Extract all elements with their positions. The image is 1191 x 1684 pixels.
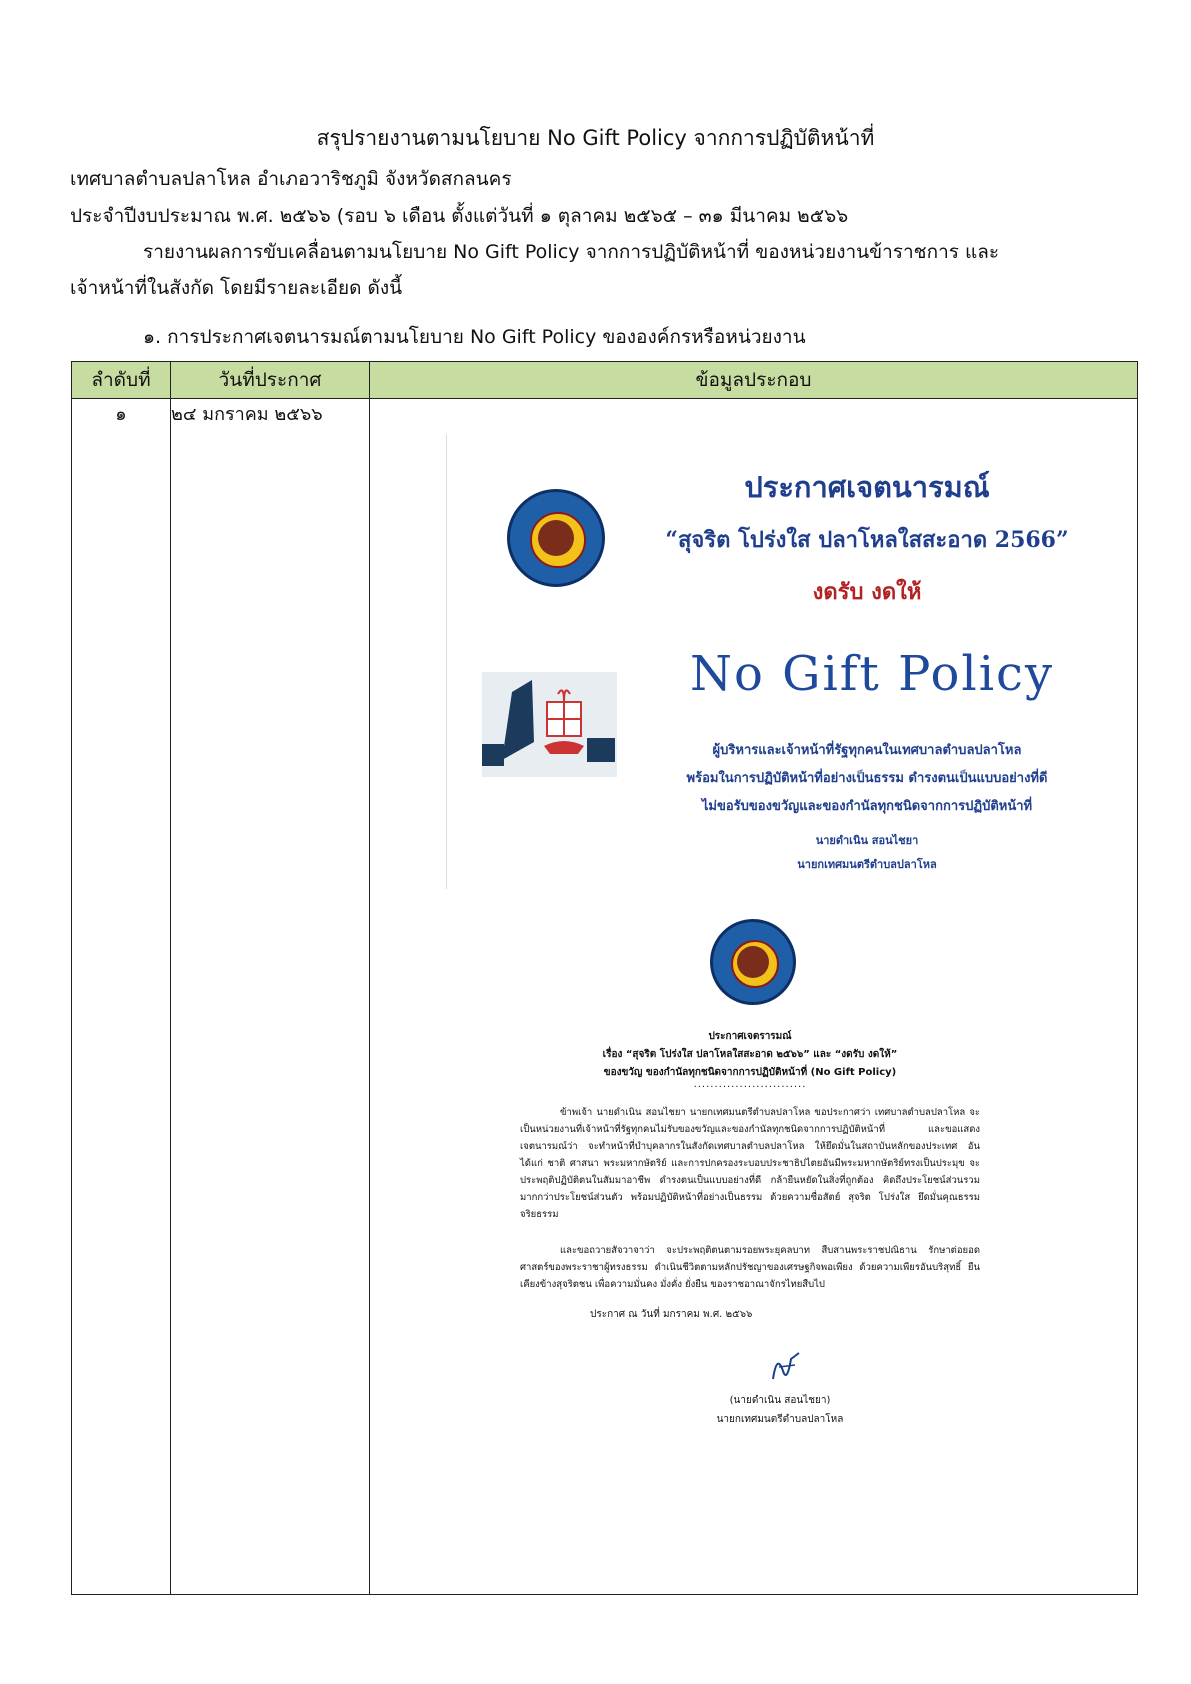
declaration-paragraph-1: ข้าพเจ้า นายดำเนิน สอนไชยา นายกเทศมนตรีตำบลปลาโหล ขอประกาศว่า เทศบาลตำบลปลาโหล จะเป็นหน่วยงานที่เจ้าหน้าที่รัฐทุกคนไม่รับของขวัญและของกำนัลทุกชนิดจากการปฏิบัติหน้าที่ และขอแสดงเจตนารมณ์ว่า จะทำหน้าที่บำบุคลากรในสังกัดเทศบาลตำบลปลาโหล ให้ยึดมั่นในสถาบันหลักของประเทศ อันได้แก่ ชาติ ศาสนา พระมหากษัตริย์ และการปกครองระบอบประชาธิปไตยอันมีพระมหากษัตริย์ทรงเป็นประมุข จะประพฤติปฏิบัติตนในสัมมาอาชีพ ดำรงตนเป็นแบบอย่างที่ดี กล้ายืนหยัดในสิ่งที่ถูกต้อง คิดถึงประโยชน์ส่วนรวมมากกว่าประโยชน์ส่วนตัว พร้อมปฏิบัติหน้าที่อย่างเป็นธรรม ด้วยความซื่อสัตย์ สุจริต โปร่งใส ยึดมั่นคุณธรรม จริยธรรม: [520, 1107, 980, 1220]
row-details: [370, 399, 1138, 1595]
poster-title: ประกาศเจตนารมณ์: [744, 470, 990, 504]
gift-refusal-illustration-icon: [482, 672, 617, 777]
poster-signer-title: นายกเทศมนตรีตำบลปลาโหล: [797, 858, 937, 871]
declaration-subject-1: เรื่อง “สุจริต โปร่งใส ปลาโหลใสสะอาด ๒๕๖๖” และ “งดรับ งดให้”: [602, 1049, 898, 1060]
poster-body-line-1: ผู้บริหารและเจ้าหน้าที่รัฐทุกคนในเทศบาลตำบลปลาโหล: [712, 743, 1022, 758]
poster-policy-name: No Gift Policy: [689, 646, 1055, 702]
section-heading-1: ๑. การประกาศเจตนารมณ์ตามนโยบาย No Gift Policy ขององค์กรหรือหน่วยงาน: [143, 326, 806, 348]
municipality-seal-icon: [710, 919, 796, 1005]
declaration-paragraph-2: และขอถวายสัจวาจาว่า จะประพฤติตนตามรอยพระยุคลบาท สืบสานพระราชปณิธาน รักษาต่อยอดศาสตร์ของพระราชาผู้ทรงธรรม ดำเนินชีวิตตามหลักปรัชญาของเศรษฐกิจพอเพียง ด้วยความเพียรอันบริสุทธิ์ ยืนเคียงข้างสุจริตชน เพื่อความมั่นคง มั่งคั่ง ยั่งยืน ของราชอาณาจักรไทยสืบไป: [520, 1245, 980, 1290]
row-number: ๑: [72, 399, 171, 1595]
intro-line-1: รายงานผลการขับเคลื่อนตามนโยบาย No Gift Policy จากการปฏิบัติหน้าที่ ของหน่วยงานข้าราชการ และ: [143, 241, 1000, 263]
declaration-document: [510, 919, 990, 1425]
announcement-table: [71, 361, 1138, 1595]
signature-icon: [765, 1349, 805, 1385]
poster-body-line-3: ไม่ขอรับของขวัญและของกำนัลทุกชนิดจากการปฏิบัติหน้าที่: [701, 799, 1033, 814]
declaration-heading: ประกาศเจตรารมณ์: [708, 1031, 792, 1042]
intro-line-2: เจ้าหน้าที่ในสังกัด โดยมีรายละเอียด ดังนี้: [70, 277, 403, 299]
no-gift-poster: [446, 434, 1087, 889]
poster-signer: นายดำเนิน สอนไชยา: [815, 834, 919, 847]
page-title: สรุปรายงานตามนโยบาย No Gift Policy จากการปฏิบัติหน้าที่: [316, 126, 875, 150]
row-date: ๒๔ มกราคม ๒๕๖๖: [171, 399, 370, 1595]
col-header-date: วันที่ประกาศ: [171, 362, 370, 399]
municipality-seal-icon: [507, 489, 605, 587]
poster-tagline: งดรับ งดให้: [812, 579, 922, 605]
period-line: ประจำปีงบประมาณ พ.ศ. ๒๕๖๖ (รอบ ๖ เดือน ตั้งแต่วันที่ ๑ ตุลาคม ๒๕๖๕ – ๓๑ มีนาคม ๒๕๖๖: [70, 205, 849, 227]
declaration-signer-title: นายกเทศมนตรีตำบลปลาโหล: [716, 1414, 844, 1425]
declaration-subject-2: ของขวัญ ของกำนัลทุกชนิดจากการปฏิบัติหน้าที่ (No Gift Policy): [603, 1067, 897, 1078]
poster-body-line-2: พร้อมในการปฏิบัติหน้าที่อย่างเป็นธรรม ดำรงตนเป็นแบบอย่างที่ดี: [686, 771, 1048, 786]
poster-slogan: “สุจริต โปร่งใส ปลาโหลใสสะอาด 2566”: [665, 527, 1069, 553]
declaration-signer-name: (นายดำเนิน สอนไชยา): [729, 1395, 831, 1406]
org-line: เทศบาลตำบลปลาโหล อำเภอวาริชภูมิ จังหวัดสกลนคร: [70, 168, 512, 190]
col-header-details: ข้อมูลประกอบ: [370, 362, 1138, 399]
declaration-divider: ...........................: [693, 1079, 807, 1090]
table-header-row: [72, 362, 1138, 399]
declaration-date: ประกาศ ณ วันที่ มกราคม พ.ศ. ๒๕๖๖: [590, 1309, 753, 1320]
col-header-order: ลำดับที่: [72, 362, 171, 399]
table-row: [72, 399, 1138, 1595]
